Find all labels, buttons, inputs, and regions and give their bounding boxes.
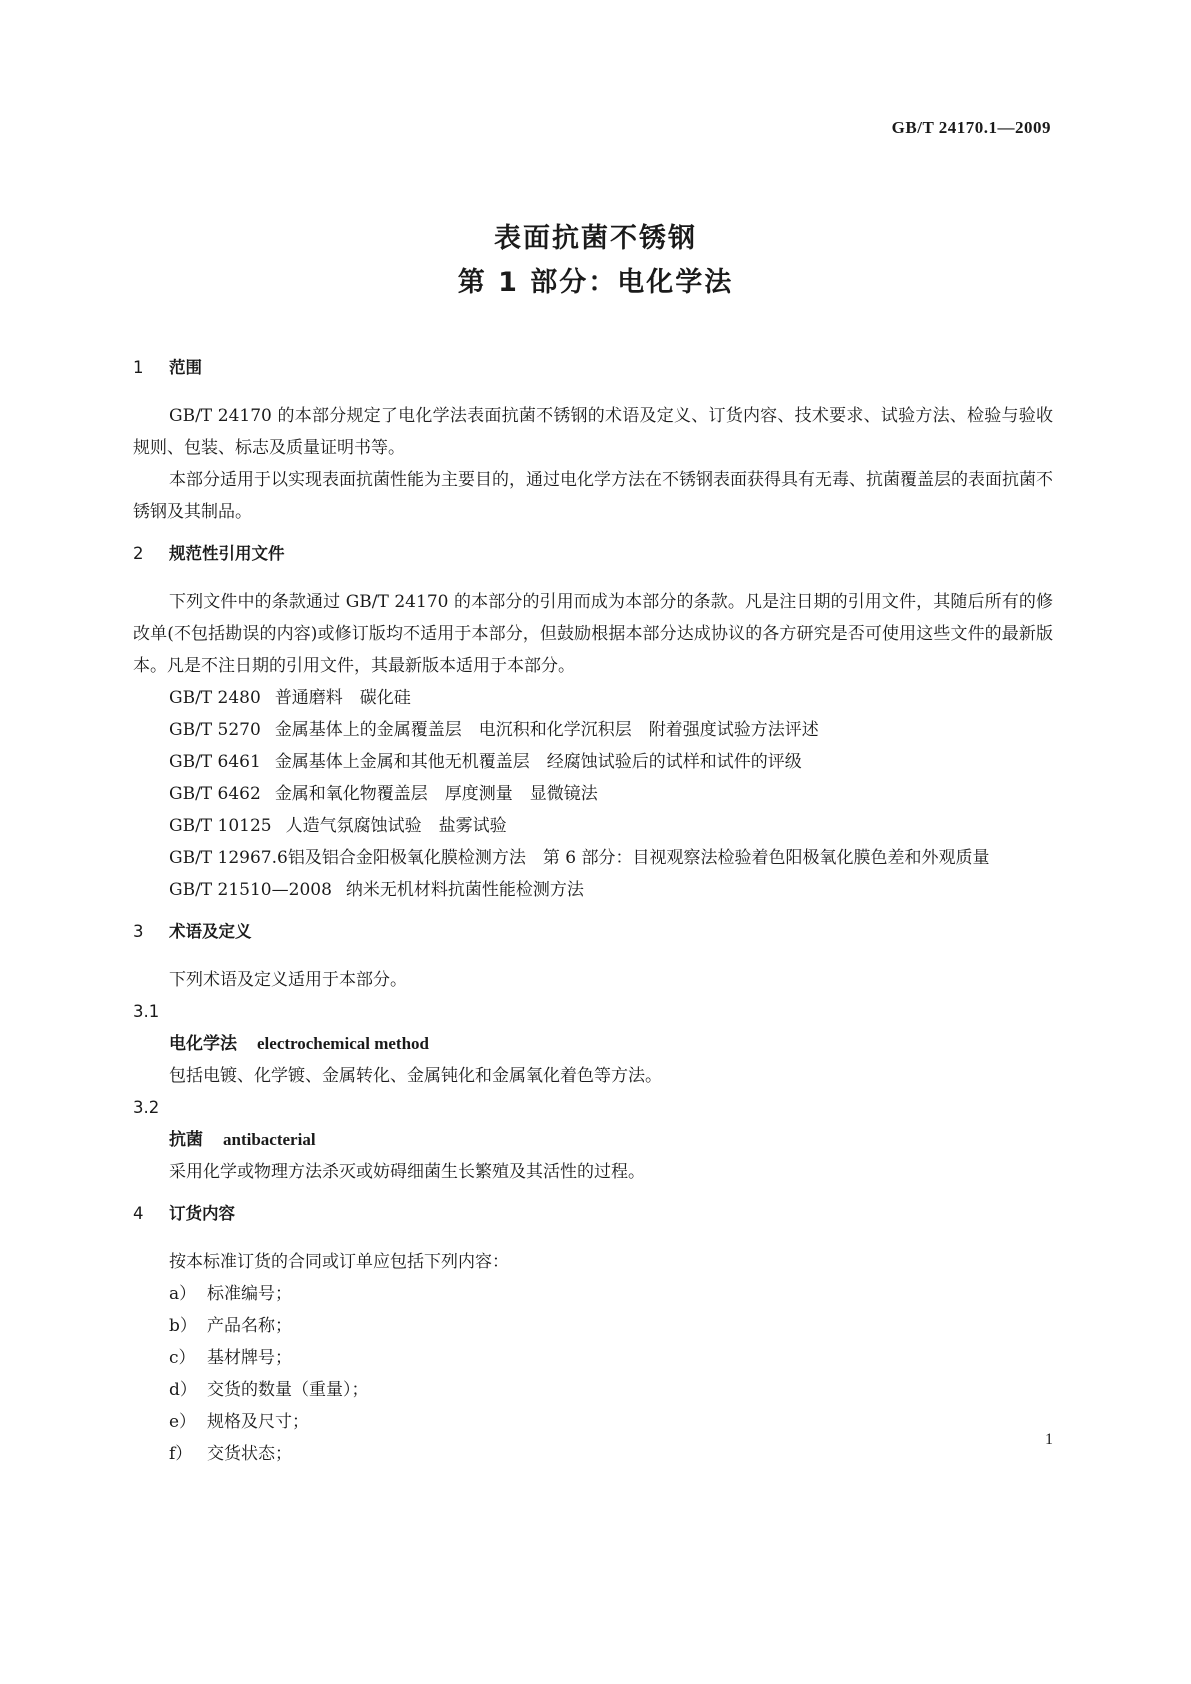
term-zh: 电化学法 xyxy=(169,1034,237,1054)
reference-title: 金属基体上金属和其他无机覆盖层 经腐蚀试验后的试样和试件的评级 xyxy=(274,752,802,772)
reference-title: 铝及铝合金阳极氧化膜检测方法 第 6 部分：目视观察法检验着色阳极氧化膜色差和外观质量 xyxy=(287,848,990,868)
reference-code: GB/T 5270 xyxy=(169,720,261,740)
term-definition: 采用化学或物理方法杀灭或妨碍细菌生长繁殖及其活性的过程。 xyxy=(169,1162,645,1182)
section-number: 1 xyxy=(133,358,144,377)
reference-item xyxy=(133,746,1053,778)
paragraph: 下列术语及定义适用于本部分。 xyxy=(169,970,407,990)
section-number: 2 xyxy=(133,544,144,563)
reference-title: 金属基体上的金属覆盖层 电沉积和化学沉积层 附着强度试验方法评述 xyxy=(274,720,819,740)
reference-code: GB/T 2480 xyxy=(169,688,261,708)
reference-title: 金属和氧化物覆盖层 厚度测量 显微镜法 xyxy=(274,784,598,804)
section-number: 3 xyxy=(133,922,144,941)
term-definition: 包括电镀、化学镀、金属转化、金属钝化和金属氧化着色等方法。 xyxy=(169,1066,662,1086)
list-text: 产品名称； xyxy=(207,1316,292,1336)
list-text: 规格及尺寸； xyxy=(207,1412,309,1432)
list-item xyxy=(133,1438,1053,1470)
reference-code: GB/T 6462 xyxy=(169,784,261,804)
paragraph: 按本标准订货的合同或订单应包括下列内容： xyxy=(169,1252,509,1272)
standard-number: GB/T 24170.1—2009 xyxy=(891,118,1051,137)
paragraph: GB/T 24170 的本部分规定了电化学法表面抗菌不锈钢的术语及定义、订货内容、技术要求、试验方法、检验与验收规则、包装、标志及质量证明书等。 xyxy=(133,406,1053,458)
reference-title: 人造气氛腐蚀试验 盐雾试验 xyxy=(285,816,507,836)
list-item xyxy=(133,1310,1053,1342)
section-number: 4 xyxy=(133,1204,144,1223)
list-marker: a） xyxy=(169,1284,197,1304)
reference-item xyxy=(133,810,1053,842)
section-title: 范围 xyxy=(169,358,202,377)
list-text: 交货的数量（重量）； xyxy=(207,1380,369,1400)
list-item xyxy=(133,1374,1053,1406)
section-title: 术语及定义 xyxy=(169,922,252,941)
term-number: 3.2 xyxy=(133,1098,160,1117)
document-subtitle: 第 1 部分：电化学法 xyxy=(457,267,734,298)
reference-code: GB/T 21510—2008 xyxy=(169,880,332,900)
term-number: 3.1 xyxy=(133,1002,160,1021)
list-text: 基材牌号； xyxy=(207,1348,292,1368)
list-marker: f） xyxy=(169,1444,193,1464)
list-marker: d） xyxy=(169,1380,197,1400)
document-title: 表面抗菌不锈钢 xyxy=(494,223,697,254)
section-heading-2 xyxy=(133,538,1053,570)
reference-code: GB/T 10125 xyxy=(169,816,272,836)
reference-item xyxy=(133,842,1053,874)
list-marker: c） xyxy=(169,1348,196,1368)
section-title: 规范性引用文件 xyxy=(169,544,285,563)
reference-title: 纳米无机材料抗菌性能检测方法 xyxy=(345,880,584,900)
list-text: 标准编号； xyxy=(207,1284,292,1304)
section-heading-3 xyxy=(133,916,1053,948)
reference-item xyxy=(133,714,1053,746)
section-heading-1 xyxy=(133,352,1053,384)
paragraph: 下列文件中的条款通过 GB/T 24170 的本部分的引用而成为本部分的条款。凡是注日期的引用文件，其随后所有的修改单(不包括勘误的内容)或修订版均不适用于本部分，但鼓励根据本部分达成协议的各方研究是否可使用这些文件的最新版本。凡是不注日期的引用文件，其最新版本适用于本部分。 xyxy=(133,592,1053,676)
reference-title: 普通磨料 碳化硅 xyxy=(274,688,411,708)
term-entry xyxy=(133,1124,1053,1156)
reference-code: GB/T 6461 xyxy=(169,752,261,772)
page-number: 1 xyxy=(1045,1431,1053,1448)
reference-item xyxy=(133,778,1053,810)
reference-item xyxy=(133,874,1053,906)
list-item xyxy=(133,1278,1053,1310)
list-item xyxy=(133,1342,1053,1374)
term-zh: 抗菌 xyxy=(169,1130,203,1150)
list-marker: b） xyxy=(169,1316,197,1336)
document-body xyxy=(133,352,1053,1470)
term-en: antibacterial xyxy=(223,1130,316,1149)
section-heading-4 xyxy=(133,1198,1053,1230)
list-marker: e） xyxy=(169,1412,197,1432)
term-entry xyxy=(133,1028,1053,1060)
list-item xyxy=(133,1406,1053,1438)
paragraph: 本部分适用于以实现表面抗菌性能为主要目的，通过电化学方法在不锈钢表面获得具有无毒、抗菌覆盖层的表面抗菌不锈钢及其制品。 xyxy=(133,470,1053,522)
section-title: 订货内容 xyxy=(169,1204,235,1223)
term-en: electrochemical method xyxy=(257,1034,429,1053)
reference-item xyxy=(133,682,1053,714)
reference-code: GB/T 12967.6 xyxy=(169,848,288,868)
list-text: 交货状态； xyxy=(207,1444,292,1464)
